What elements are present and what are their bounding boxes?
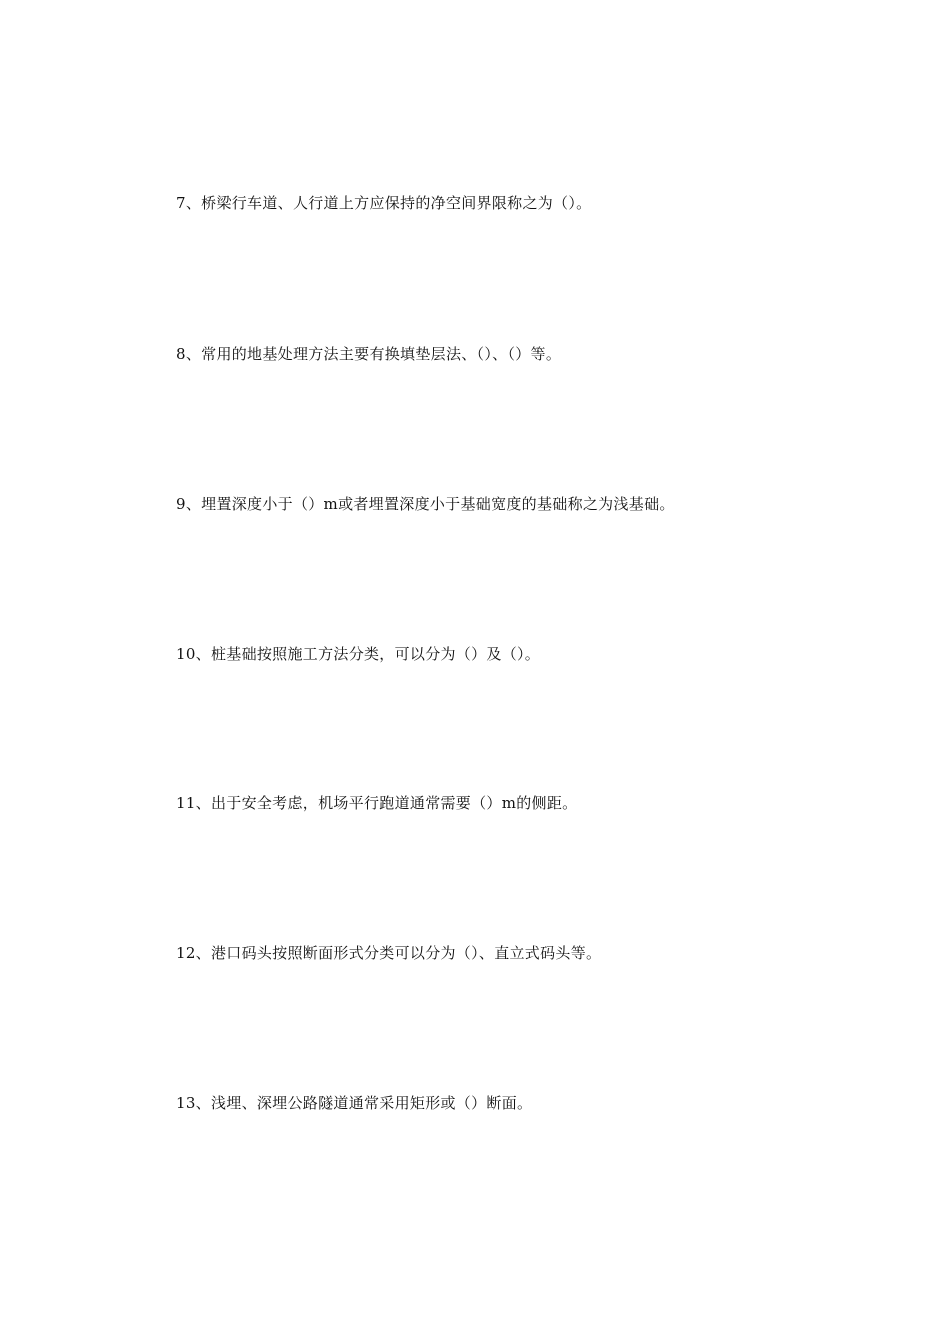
question-10: 10、桩基础按照施工方法分类，可以分为（）及（）。: [176, 645, 541, 663]
question-8: 8、常用的地基处理方法主要有换填垫层法、（）、（）等。: [176, 345, 562, 363]
question-11: 11、出于安全考虑，机场平行跑道通常需要（）m的侧距。: [176, 794, 578, 812]
question-12: 12、港口码头按照断面形式分类可以分为（）、直立式码头等。: [176, 944, 602, 962]
question-7: 7、桥梁行车道、人行道上方应保持的净空间界限称之为（）。: [176, 194, 592, 212]
question-13: 13、浅埋、深埋公路隧道通常采用矩形或（）断面。: [176, 1094, 533, 1112]
question-9: 9、埋置深度小于（）m或者埋置深度小于基础宽度的基础称之为浅基础。: [176, 495, 675, 513]
